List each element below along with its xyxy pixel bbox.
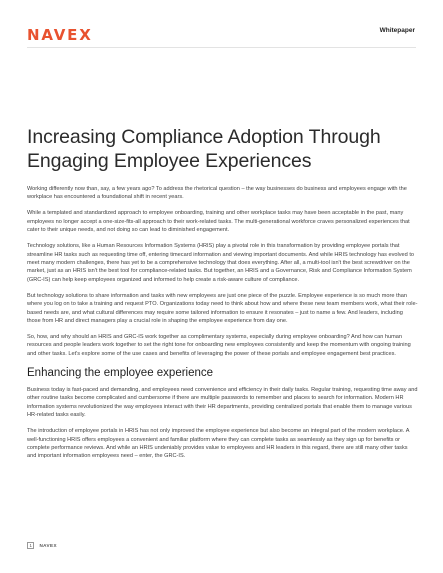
section-heading: Enhancing the employee experience bbox=[27, 366, 214, 379]
document-type-label: Whitepaper bbox=[379, 27, 415, 34]
intro-paragraph-3: Technology solutions, like a Human Resources Information Systems (HRIS) play a pivotal role in this transformation by providing employee portals that streamline HR tasks such as requesting time off, entering timecard information and viewing important documents. And while HRIS technology has evolved to meet many modern challenges, there has yet to be a comprehensive technology that does everything. After all, a multi-tool isn't the best screwdriver on the market, just as an HRIS isn't the best tool for compliance-related tasks. But together, an HRIS and a Governance, Risk and Compliance Information System (GRC-IS) can help keep employees organized and informed to help create a risk-aware culture of compliance. bbox=[27, 243, 414, 283]
intro-paragraph-2: While a templated and standardized approach to employee onboarding, training and other workplace tasks may have been acceptable in the past, many employees no longer accept a one-size-fits-all approach to their work-related tasks. The multi-generational workforce craves personalized experiences that cater to their unique needs, and not doing so can lead to diminished engagement. bbox=[27, 210, 410, 234]
page-number: 1 bbox=[27, 542, 34, 549]
page-title: Increasing Compliance Adoption Through Engaging Employee Experiences bbox=[27, 126, 381, 172]
page-footer bbox=[27, 542, 57, 549]
header-divider bbox=[27, 47, 416, 48]
footer-brand: NAVEX bbox=[39, 543, 57, 548]
section-paragraph-2: The introduction of employee portals in HRIS has not only improved the employee experience but also become an integral part of the modern workplace. A well-functioning HRIS offers employees a convenient and familiar platform where they can complete tasks as seamlessly as they sign up for benefits or complete performance reviews. And while an HRIS undeniably provides value to employees and HR leaders in this regard, there are still many other tasks and important information employees need – enter, the GRC-IS. bbox=[27, 428, 410, 460]
intro-paragraph-5: So, how, and why should an HRIS and GRC-IS work together as complimentary systems, especially during employee onboarding? And how can human resources and people leaders work together to set the right tone for onboarding new employees consistently and keep the momentum with ongoing training and other tasks. Let's explore some of the use cases and benefits of leveraging the power of these portals and employee engagement best practices. bbox=[27, 334, 411, 357]
intro-paragraph-4: But technology solutions to share information and tasks with new employees are just one piece of the puzzle. Employee experience is so much more than where you log on to take a training and request PTO. Organizations today need to think about how and where these new team members work, what their role-based needs are, and what cultural differences may require some tailored information to ensure it resonates – just to name a few. And leaders, including those from HR and direct managers play a crucial role in shaping the employee experience from day one. bbox=[27, 292, 418, 325]
navex-logo: NAVEX bbox=[27, 26, 93, 44]
document-body bbox=[27, 185, 418, 468]
section-paragraph-1: Business today is fast-paced and demanding, and employees need convenience and efficiency in their daily tasks. Regular training, requesting time away and other routine tasks become complicated and cumbersome if there are multiple passwords to remember and places to search for information. Modern HR information systems revolutionized the way employees interact with their HR departments, providing centralized portals that enable them to manage various HR-related tasks easily. bbox=[27, 386, 418, 419]
intro-paragraph-1: Working differently now than, say, a few years ago? To address the rhetorical question – the way businesses do business and employees engage with the workplace has encountered a foundational shift in recent years. bbox=[27, 186, 407, 201]
